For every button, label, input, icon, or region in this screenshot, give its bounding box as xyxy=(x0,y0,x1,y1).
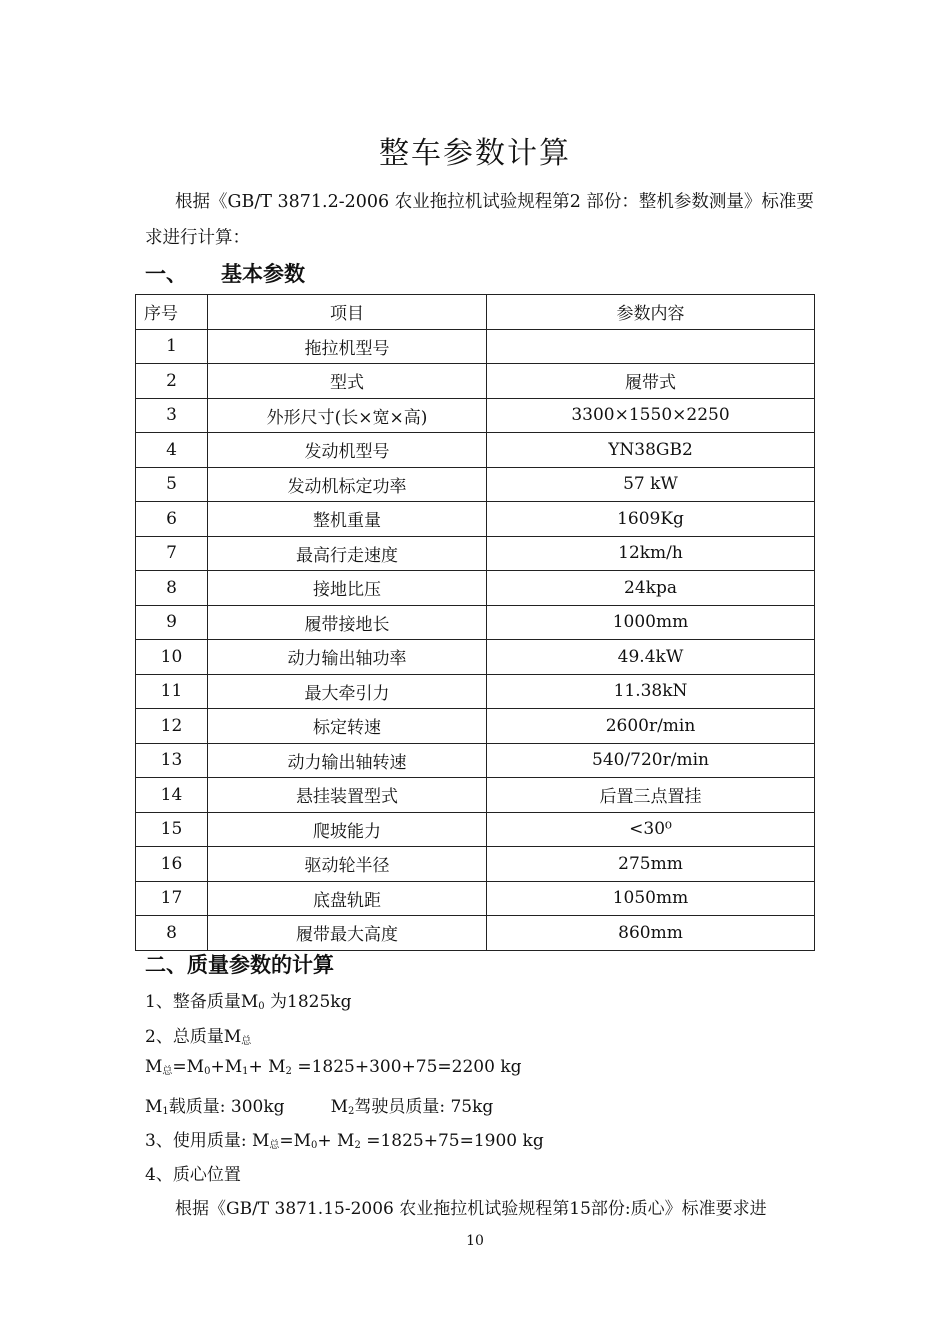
total-mass-formula: $M_总=M_0+M_1+ M_2 =1825+300+75=2200$ kg xyxy=(145,1057,522,1077)
cell-index: 6 xyxy=(136,502,208,537)
table-header-row xyxy=(136,295,815,330)
section-label: 基本参数 xyxy=(221,262,305,286)
service-mass-line: 3、使用质量: $M_总=M_0+ M_2 =1825+75=1900$ kg xyxy=(145,1131,544,1151)
table-row xyxy=(136,364,815,399)
intro-paragraph: 根据《GB/T 3871.2-2006 农业拖拉机试验规程第2 部份：整机参数测量》标准要求进行计算： xyxy=(145,192,814,248)
cell-item: 最高行走速度 xyxy=(208,536,487,571)
cell-index: 8 xyxy=(136,571,208,606)
page-number: 10 xyxy=(466,1233,484,1249)
table-row xyxy=(136,812,815,847)
cell-index: 17 xyxy=(136,881,208,916)
cell-value: 49.4kW xyxy=(487,640,815,675)
center-of-mass-line: 4、质心位置 xyxy=(145,1165,241,1185)
section-heading-mass-params: 二、质量参数的计算 xyxy=(145,953,334,977)
cell-item: 驱动轮半径 xyxy=(208,847,487,882)
table-row xyxy=(136,640,815,675)
table-row xyxy=(136,571,815,606)
page-title: 整车参数计算 xyxy=(379,136,571,171)
table-row xyxy=(136,329,815,364)
cell-index: 4 xyxy=(136,433,208,468)
table-row xyxy=(136,536,815,571)
cell-item: 型式 xyxy=(208,364,487,399)
cell-item: 履带最大高度 xyxy=(208,916,487,951)
cell-index: 5 xyxy=(136,467,208,502)
table-row xyxy=(136,916,815,951)
section-number: 一、 xyxy=(145,262,187,286)
table-row xyxy=(136,778,815,813)
basic-params-table xyxy=(135,294,815,951)
cell-index: 7 xyxy=(136,536,208,571)
cell-item: 发动机标定功率 xyxy=(208,467,487,502)
cell-item: 外形尺寸(长×宽×高) xyxy=(208,398,487,433)
cell-item: 最大牵引力 xyxy=(208,674,487,709)
table-row xyxy=(136,398,815,433)
header-item: 项目 xyxy=(208,295,487,330)
cell-index: 15 xyxy=(136,812,208,847)
cell-index: 16 xyxy=(136,847,208,882)
center-of-mass-paragraph: 根据《GB/T 3871.15-2006 农业拖拉机试验规程第15部份:质心》标准要求进 xyxy=(175,1199,767,1219)
table-row xyxy=(136,467,815,502)
cell-index: 3 xyxy=(136,398,208,433)
cell-index: 13 xyxy=(136,743,208,778)
cell-value: <30⁰ xyxy=(487,812,815,847)
cell-value: 11.38kN xyxy=(487,674,815,709)
table-row xyxy=(136,881,815,916)
table-row xyxy=(136,674,815,709)
cell-value: 24kpa xyxy=(487,571,815,606)
mass-components-line: $M_1$载质量: 300kg $M_2$驾驶员质量: 75kg xyxy=(145,1097,494,1117)
cell-item: 动力输出轴转速 xyxy=(208,743,487,778)
cell-value: 1609Kg xyxy=(487,502,815,537)
cell-value xyxy=(487,329,815,364)
cell-value: 540/720r/min xyxy=(487,743,815,778)
cell-index: 2 xyxy=(136,364,208,399)
total-mass-line: 2、总质量$M_总$ xyxy=(145,1027,252,1047)
cell-value: YN38GB2 xyxy=(487,433,815,468)
cell-item: 标定转速 xyxy=(208,709,487,744)
cell-value: 2600r/min xyxy=(487,709,815,744)
cell-index: 8 xyxy=(136,916,208,951)
cell-index: 10 xyxy=(136,640,208,675)
cell-index: 14 xyxy=(136,778,208,813)
cell-value: 1050mm xyxy=(487,881,815,916)
cell-item: 整机重量 xyxy=(208,502,487,537)
cell-value: 履带式 xyxy=(487,364,815,399)
cell-item: 履带接地长 xyxy=(208,605,487,640)
cell-value: 3300×1550×2250 xyxy=(487,398,815,433)
cell-value: 1000mm xyxy=(487,605,815,640)
table-body xyxy=(136,329,815,950)
cell-item: 接地比压 xyxy=(208,571,487,606)
table-row xyxy=(136,433,815,468)
cell-item: 爬坡能力 xyxy=(208,812,487,847)
cell-index: 9 xyxy=(136,605,208,640)
cell-value: 275mm xyxy=(487,847,815,882)
header-value: 参数内容 xyxy=(487,295,815,330)
cell-value: 后置三点置挂 xyxy=(487,778,815,813)
cell-item: 悬挂装置型式 xyxy=(208,778,487,813)
cell-value: 12km/h xyxy=(487,536,815,571)
cell-value: 57 kW xyxy=(487,467,815,502)
table-row xyxy=(136,502,815,537)
table-row xyxy=(136,605,815,640)
header-index: 序号 xyxy=(136,295,208,330)
cell-index: 12 xyxy=(136,709,208,744)
table-row xyxy=(136,709,815,744)
cell-item: 拖拉机型号 xyxy=(208,329,487,364)
cell-value: 860mm xyxy=(487,916,815,951)
cell-item: 发动机型号 xyxy=(208,433,487,468)
cell-index: 11 xyxy=(136,674,208,709)
table-row xyxy=(136,847,815,882)
cell-item: 动力输出轴功率 xyxy=(208,640,487,675)
table-row xyxy=(136,743,815,778)
curb-mass-line: 1、整备质量$M_0$ 为1825kg xyxy=(145,992,352,1012)
cell-item: 底盘轨距 xyxy=(208,881,487,916)
section-heading-basic-params xyxy=(145,258,305,288)
cell-index: 1 xyxy=(136,329,208,364)
